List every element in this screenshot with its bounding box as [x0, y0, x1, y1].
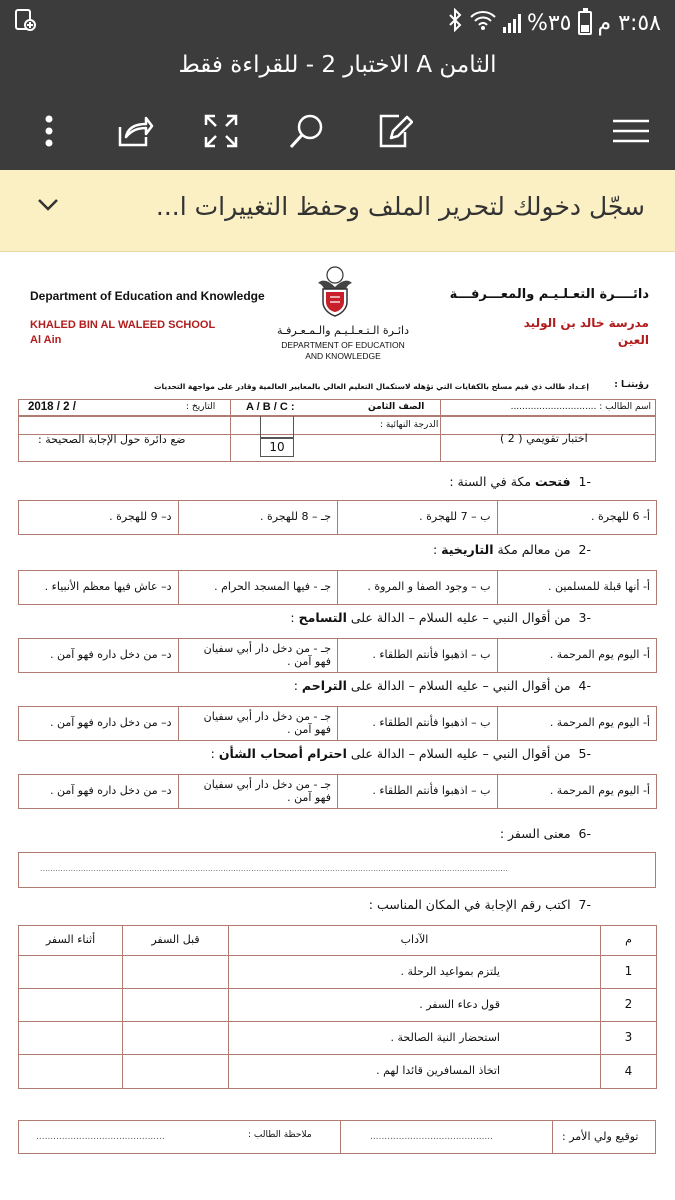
vision-text: إعـداد طالب ذي قيم مسلح بالكفايات التي تؤهله لاستكمال التعليم العالي بالمعايير العالمية وقادر على مواجهة التحديات	[153, 382, 589, 391]
battery-icon	[578, 11, 592, 35]
battery-percent: %٣٥	[526, 10, 572, 36]
wifi-icon	[469, 9, 497, 37]
fullscreen-button[interactable]	[196, 106, 246, 156]
edit-button[interactable]	[370, 106, 420, 156]
menu-button[interactable]	[606, 106, 656, 156]
banner-text: سجّل دخولك لتحرير الملف وحفظ التغييرات ا...	[155, 192, 645, 221]
question-2: -2 من معالم مكة التاريخية :	[432, 542, 591, 557]
answer-option[interactable]: أ- اليوم يوم المرحمة .	[497, 707, 657, 741]
parent-signature-label: توقيع ولي الأمر :	[562, 1130, 639, 1143]
table-row: 2 قول دعاء السفر .	[19, 989, 657, 1022]
share-icon	[116, 113, 154, 149]
answer-option[interactable]: د– عاش فيها معظم الأنبياء .	[19, 571, 179, 605]
clock: ٣:٥٨ م	[597, 10, 661, 36]
sign-in-banner[interactable]	[0, 170, 675, 252]
city-ar: العين	[617, 333, 649, 347]
emirate-emblem-logo	[312, 261, 358, 323]
answer-option[interactable]: جـ - من دخل دار أبي سفيان فهو آمن .	[178, 707, 338, 741]
table-row: 1 يلتزم بمواعيد الرحلة .	[19, 956, 657, 989]
search-button[interactable]	[282, 106, 332, 156]
edit-document-icon	[377, 112, 413, 150]
student-note-label: ملاحظة الطالب :	[248, 1130, 312, 1140]
logo-text-ar: دائـرة الـتـعـلـيـم والـمـعـرفـة	[277, 324, 409, 337]
school-name-ar: مدرسة خالد بن الوليد	[523, 316, 649, 330]
city-en: Al Ain	[30, 334, 62, 346]
dept-name-en: Department of Education and Knowledge	[30, 289, 265, 303]
answer-option[interactable]: د– 9 للهجرة .	[19, 501, 179, 535]
document-page	[0, 252, 675, 1200]
question-5: -5 من أقوال النبي – عليه السلام – الدالة على احترام أصحاب الشأن :	[210, 746, 591, 761]
answer-option[interactable]: جـ - فيها المسجد الحرام .	[178, 571, 338, 605]
answer-option[interactable]: ب – اذهبوا فأنتم الطلقاء .	[338, 775, 498, 809]
answer-option[interactable]: ب – اذهبوا فأنتم الطلقاء .	[338, 707, 498, 741]
more-vertical-icon	[44, 114, 54, 148]
date-value: 2018 / 2 /	[28, 401, 76, 413]
question-7: -7 اكتب رقم الإجابة في المكان المناسب :	[368, 897, 591, 912]
final-grade-label: الدرجة النهائية :	[380, 420, 439, 430]
answer-option[interactable]: أ- 6 للهجرة .	[497, 501, 657, 535]
student-note-field[interactable]: .............................................	[36, 1132, 165, 1142]
question-6: -6 معنى السفر :	[499, 826, 591, 841]
table-row: 4 اتخاذ المسافرين قائدا لهم .	[19, 1055, 657, 1089]
answer-option[interactable]: جـ – 8 للهجرة .	[178, 501, 338, 535]
logo-text-en-2: AND KNOWLEDGE	[305, 351, 381, 361]
app-toolbar	[0, 46, 675, 170]
question-3: -3 من أقوال النبي – عليه السلام – الدالة على التسامح :	[290, 610, 591, 625]
options-table-4	[18, 706, 657, 741]
grade-sections: A / B / C :	[246, 401, 295, 413]
options-table-5	[18, 774, 657, 809]
question-1: -1 فتحت مكة في السنة :	[449, 474, 591, 489]
chevron-down-icon[interactable]	[36, 197, 60, 213]
document-title: الثامن A الاختبار 2 - للقراءة فقط	[178, 52, 497, 78]
q6-answer-dots: ........................................................................................................................................................................................	[40, 864, 508, 873]
table-header: قبل السفر	[123, 926, 229, 956]
question-4: -4 من أقوال النبي – عليه السلام – الدالة على التراحم :	[293, 678, 591, 693]
hamburger-menu-icon	[611, 118, 651, 144]
table-header: أثناء السفر	[19, 926, 123, 956]
share-button[interactable]	[110, 106, 160, 156]
answer-option[interactable]: جـ - من دخل دار أبي سفيان فهو آمن .	[178, 775, 338, 809]
answer-option[interactable]: جـ - من دخل دار أبي سفيان فهو آمن .	[178, 639, 338, 673]
options-table-1	[18, 500, 657, 535]
search-icon	[288, 112, 326, 150]
table-header: م	[601, 926, 657, 956]
answer-option[interactable]: د– من دخل داره فهو آمن .	[19, 639, 179, 673]
answer-option[interactable]: د– من دخل داره فهو آمن .	[19, 707, 179, 741]
final-grade-box: 10	[260, 438, 294, 457]
answer-option[interactable]: د– من دخل داره فهو آمن .	[19, 775, 179, 809]
expand-icon	[203, 113, 239, 149]
instruction-text: ضع دائرة حول الإجابة الصحيحة :	[38, 433, 186, 446]
options-table-2	[18, 570, 657, 605]
answer-option[interactable]: ب – 7 للهجرة .	[338, 501, 498, 535]
table-row: 3 استحضار النية الصالحة .	[19, 1022, 657, 1055]
exam-title: اختبار تقويمي ( 2 )	[500, 432, 588, 445]
more-options-button[interactable]	[24, 106, 74, 156]
student-name-field[interactable]: اسم الطالب : ..............................	[510, 402, 651, 412]
answer-option[interactable]: أ- أنها قبلة للمسلمين .	[497, 571, 657, 605]
answer-option[interactable]: ب – وجود الصفا و المروة .	[338, 571, 498, 605]
vision-label: رؤيتنـا :	[614, 380, 649, 390]
grade-label: الصف الثامن	[368, 402, 425, 412]
bluetooth-icon	[447, 8, 463, 38]
answer-option[interactable]: أ- اليوم يوم المرحمة .	[497, 775, 657, 809]
dept-name-ar: دائــــرة التعـلـيـم والمعـــرفـــة	[449, 287, 649, 302]
answer-option[interactable]: ب – اذهبوا فأنتم الطلقاء .	[338, 639, 498, 673]
table-header: الآداب	[229, 926, 601, 956]
date-label: التاريخ :	[186, 402, 216, 412]
etiquette-table	[18, 925, 657, 1089]
answer-option[interactable]: أ- اليوم يوم المرحمة .	[497, 639, 657, 673]
screenshot-icon	[14, 8, 36, 38]
parent-signature-field[interactable]: ...........................................	[370, 1132, 494, 1142]
school-name-en: KHALED BIN AL WALEED SCHOOL	[30, 319, 216, 331]
signal-icon	[503, 13, 521, 33]
options-table-3	[18, 638, 657, 673]
logo-text-en-1: DEPARTMENT OF EDUCATION	[281, 340, 405, 350]
status-bar	[0, 0, 675, 46]
